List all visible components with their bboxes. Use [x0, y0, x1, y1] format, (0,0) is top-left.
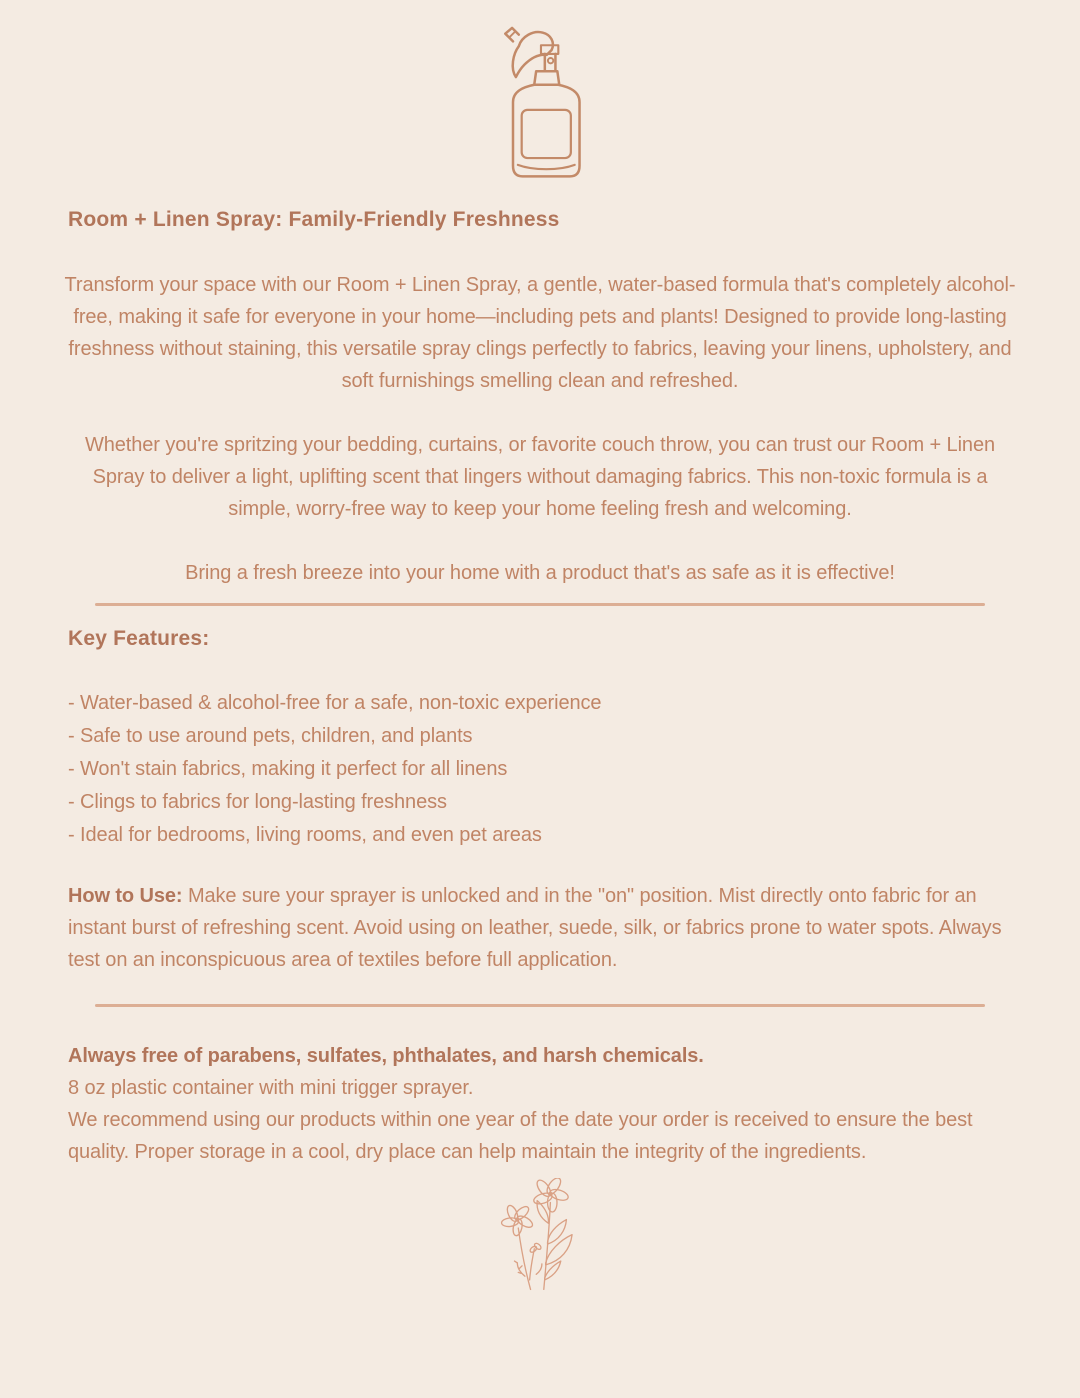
spray-bottle-icon: [488, 25, 592, 187]
divider: [95, 603, 985, 606]
key-features-list: [68, 687, 1012, 852]
wildflower-illustration: [62, 1178, 1018, 1296]
how-to-use-text: Make sure your sprayer is unlocked and in the "on" position. Mist directly onto fabric for an instant burst of refreshing scent. Avoid using on leather, suede, silk, or fabrics prone to water spots. Always test on an inconspicuous area of textiles before full application.: [68, 885, 1002, 971]
free-of-line: Always free of parabens, sulfates, phthalates, and harsh chemicals.: [68, 1045, 704, 1067]
intro-paragraph-1: Transform your space with our Room + Linen Spray, a gentle, water-based formula that's completely alcohol-free, making it safe for everyone in your home—including pets and plants! Designed to provide long-lasting freshness without staining, this versatile spray clings perfectly to fabrics, leaving your linens, upholstery, and soft furnishings smelling clean and refreshed.: [64, 274, 1016, 392]
container-line: 8 oz plastic container with mini trigger sprayer.: [68, 1077, 474, 1099]
feature-item: - Ideal for bedrooms, living rooms, and even pet areas: [68, 824, 542, 846]
intro-paragraph-2: Whether you're spritzing your bedding, curtains, or favorite couch throw, you can trust our Room + Linen Spray to deliver a light, uplifting scent that lingers without damaging fabrics. This non-toxic formula is a simple, worry-free way to keep your home feeling fresh and welcoming.: [84, 434, 995, 520]
shelf-life-line: We recommend using our products within one year of the date your order is received to ensure the best quality. Proper storage in a cool, dry place can help maintain the integrity of the ingredients.: [68, 1109, 973, 1163]
wildflowers-icon: [484, 1178, 596, 1296]
feature-item: - Clings to fabrics for long-lasting freshness: [68, 791, 447, 813]
product-details: [68, 1040, 1012, 1168]
how-to-use-label: How to Use:: [68, 885, 183, 907]
feature-item: - Water-based & alcohol-free for a safe, non-toxic experience: [68, 692, 602, 714]
how-to-use-paragraph: [68, 880, 1012, 976]
tagline: Bring a fresh breeze into your home with a product that's as safe as it is effective!: [185, 562, 895, 584]
product-title: Room + Linen Spray: Family-Friendly Freshness: [68, 208, 560, 231]
key-features-heading: Key Features:: [68, 627, 210, 650]
feature-item: - Safe to use around pets, children, and plants: [68, 725, 473, 747]
feature-item: - Won't stain fabrics, making it perfect for all linens: [68, 758, 508, 780]
spray-bottle-illustration: [62, 25, 1018, 187]
divider: [95, 1004, 985, 1007]
